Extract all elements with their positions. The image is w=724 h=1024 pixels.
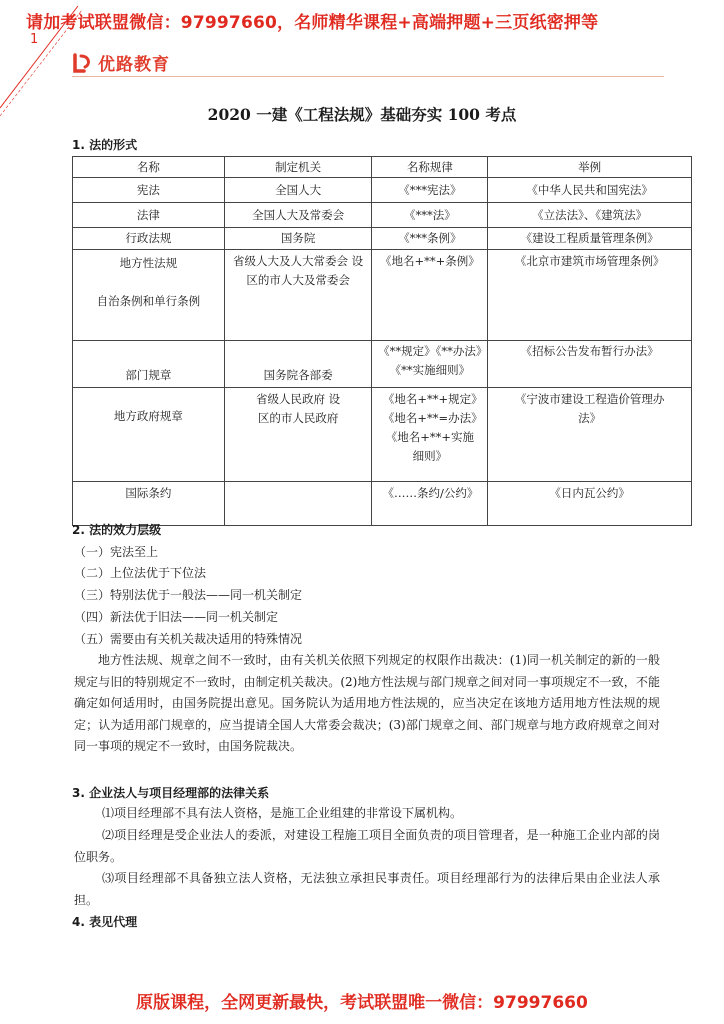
table-row xyxy=(73,341,692,388)
list-item: ⑴项目经理部不具有法人资格，是施工企业组建的非常设下属机构。 xyxy=(102,806,463,820)
table-row xyxy=(73,482,692,526)
cell-org: 省级人民政府 设区的市人民政府 xyxy=(224,388,372,482)
list-item: ⑵项目经理是受企业法人的委派，对建设工程施工项目全面负责的项目管理者，是一种施工企业内部的岗位职务。 xyxy=(74,828,660,864)
logo-text: 优路教育 xyxy=(98,55,170,75)
cell-example: 《北京市建筑市场管理条例》 xyxy=(488,250,692,341)
cell-pattern: 《**规定》《**办法》《**实施细则》 xyxy=(372,341,488,388)
cell-example: 《日内瓦公约》 xyxy=(488,482,692,526)
bottom-banner: 原版课程，全网更新最快，考试联盟唯一微信：97997660 xyxy=(136,993,588,1013)
cell-org: 全国人大及常委会 xyxy=(224,203,372,228)
table-header-cell: 举例 xyxy=(488,157,692,178)
table-header-cell: 名称规律 xyxy=(372,157,488,178)
cell-example: 《宁波市建设工程造价管理办法》 xyxy=(488,388,692,482)
table-header-row xyxy=(73,157,692,178)
cell-name: 国际条约 xyxy=(73,482,225,526)
cell-pattern: 《***条例》 xyxy=(372,228,488,250)
cell-org xyxy=(224,482,372,526)
cell-org: 国务院 xyxy=(224,228,372,250)
table-row xyxy=(73,178,692,203)
law-forms-table xyxy=(72,156,692,526)
list-item: ⑶项目经理部不具备独立法人资格，无法独立承担民事责任。项目经理部行为的法律后果由企业法人承担。 xyxy=(74,871,660,907)
cell-example: 《招标公告发布暂行办法》 xyxy=(488,341,692,388)
section2-heading: 2. 法的效力层级 xyxy=(72,523,162,537)
table-row xyxy=(73,250,692,341)
conflict-ruling-paragraph: 地方性法规、规章之间不一致时，由有关机关依照下列规定的权限作出裁决：(1)同一机关制定的新的一般规定与旧的特别规定不一致时，由制定机关裁决。(2)地方性法规与部门规章之间对同一事项规定不一致，不能确定如何适用时，由国务院提出意见。国务院认为适用地方性法规的，应当决定在该地方适用地方性法规的规定；认为适用部门规章的，应当提请全国人大常委会裁决；(3)部门规章之间、部门规章与地方政府规章之间对同一事项的规定不一致时，由国务院裁决。 xyxy=(74,653,660,753)
list-item: （二）上位法优于下位法 xyxy=(74,566,207,580)
cell-name-primary: 地方性法规 xyxy=(119,256,178,270)
top-banner: 请加考试联盟微信：97997660，名师精华课程+高端押题+三页纸密押等 xyxy=(26,13,599,33)
list-item: （三）特别法优于一般法——同一机关制定 xyxy=(74,588,303,602)
list-item: （一）宪法至上 xyxy=(74,545,159,559)
cell-org: 全国人大 xyxy=(224,178,372,203)
cell-name: 部门规章 xyxy=(73,341,225,388)
cell-pattern: 《地名+**+条例》 xyxy=(372,250,488,341)
list-item: （四）新法优于旧法——同一机关制定 xyxy=(74,610,279,624)
header-divider xyxy=(72,76,664,77)
cell-org: 国务院各部委 xyxy=(224,341,372,388)
cell-example: 《中华人民共和国宪法》 xyxy=(488,178,692,203)
cell-name: 法律 xyxy=(73,203,225,228)
page-number: 1 xyxy=(30,32,39,47)
cell-name: 行政法规 xyxy=(73,228,225,250)
cell-pattern: 《***宪法》 xyxy=(372,178,488,203)
section1-heading: 1. 法的形式 xyxy=(72,138,138,152)
table-row xyxy=(73,388,692,482)
cell-pattern: 《……条约/公约》 xyxy=(372,482,488,526)
cell-name: 宪法 xyxy=(73,178,225,203)
youlu-logo-icon xyxy=(72,52,94,74)
table-header-cell: 名称 xyxy=(73,157,225,178)
cell-pattern: 《地名+**+规定》《地名+**=办法》《地名+**+实施细则》 xyxy=(372,388,488,482)
list-item: （五）需要由有关机关裁决适用的特殊情况 xyxy=(74,632,303,646)
table-header-cell: 制定机关 xyxy=(224,157,372,178)
logo xyxy=(72,50,170,75)
section3-heading: 3. 企业法人与项目经理部的法律关系 xyxy=(72,786,270,800)
cell-example: 《建设工程质量管理条例》 xyxy=(488,228,692,250)
cell-example: 《立法法》、《建筑法》 xyxy=(488,203,692,228)
cell-name xyxy=(73,250,225,341)
table-row xyxy=(73,203,692,228)
cell-org: 省级人大及人大常委会 设区的市人大及常委会 xyxy=(224,250,372,341)
table-row xyxy=(73,228,692,250)
cell-pattern: 《***法》 xyxy=(372,203,488,228)
document-title: 2020 一建《工程法规》基础夯实 100 考点 xyxy=(207,105,517,124)
cell-name: 地方政府规章 xyxy=(73,388,225,482)
cell-name-secondary: 自治条例和单行条例 xyxy=(96,294,201,308)
section4-heading: 4. 表见代理 xyxy=(72,915,138,929)
